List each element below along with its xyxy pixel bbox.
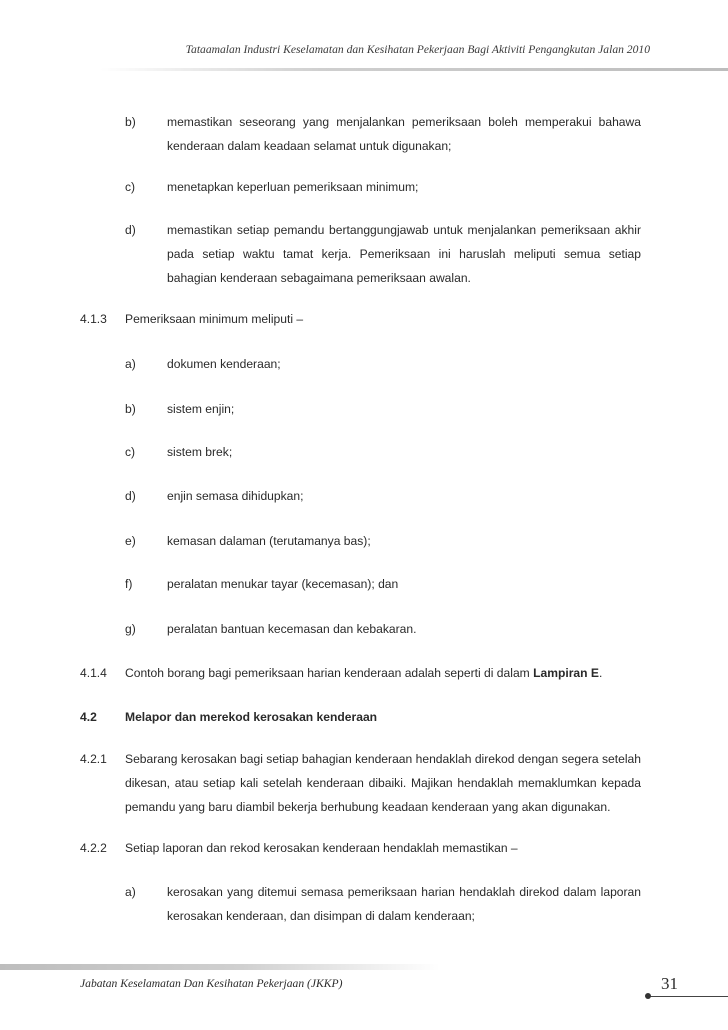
running-header: Tataamalan Industri Keselamatan dan Kesihatan Pekerjaan Bagi Aktiviti Pengangkutan Jalan 2010 bbox=[185, 43, 650, 56]
list-label: a) bbox=[125, 885, 136, 899]
list-label: b) bbox=[125, 402, 136, 416]
bullet-dot-icon bbox=[645, 993, 651, 999]
list-label: d) bbox=[125, 223, 136, 237]
list-item-text: memastikan setiap pemandu bertanggungjawab untuk menjalankan pemeriksaan akhir pada setiap waktu tamat kerja. Pemeriksaan ini haruslah meliputi semua setiap bahagian kenderaan sebagaimana pemeriksaan awalan. bbox=[167, 223, 641, 285]
list-item-text: peralatan menukar tayar (kecemasan); dan bbox=[167, 577, 399, 591]
section-number: 4.2.2 bbox=[80, 841, 107, 855]
list-label: a) bbox=[125, 357, 136, 371]
list-item-text: memastikan seseorang yang menjalankan pemeriksaan boleh memperakui bahawa kenderaan dalam keadaan selamat untuk digunakan; bbox=[167, 115, 641, 153]
list-item-text: peralatan bantuan kecemasan dan kebakaran. bbox=[167, 622, 417, 636]
section-text: Sebarang kerosakan bagi setiap bahagian kenderaan hendaklah direkod dengan segera setelah dikesan, atau setiap kali setelah kenderaan dibaiki. Majikan hendaklah memaklumkan kepada pemandu yang baru diambil bekerja berhubung keadaan kenderaan yang akan digunakan. bbox=[125, 752, 641, 814]
list-label: b) bbox=[125, 115, 136, 129]
appendix-reference: Lampiran E bbox=[533, 666, 599, 680]
section-number: 4.1.3 bbox=[80, 312, 107, 326]
list-item-text: sistem brek; bbox=[167, 445, 233, 459]
list-label: f) bbox=[125, 577, 133, 591]
section-text: Pemeriksaan minimum meliputi – bbox=[125, 312, 304, 326]
section-number: 4.1.4 bbox=[80, 666, 107, 680]
section-text: Contoh borang bagi pemeriksaan harian kenderaan adalah seperti di dalam Lampiran E. bbox=[125, 666, 603, 680]
footer-organization: Jabatan Keselamatan Dan Kesihatan Pekerjaan (JKKP) bbox=[80, 977, 343, 990]
section-number: 4.2.1 bbox=[80, 752, 107, 766]
list-item-text: enjin semasa dihidupkan; bbox=[167, 489, 304, 503]
list-label: c) bbox=[125, 180, 136, 194]
list-label: d) bbox=[125, 489, 136, 503]
list-item-text: kemasan dalaman (terutamanya bas); bbox=[167, 534, 371, 548]
page-number-rule bbox=[650, 996, 728, 997]
section-number: 4.2 bbox=[80, 710, 97, 724]
list-label: e) bbox=[125, 534, 136, 548]
footer-divider bbox=[0, 964, 440, 970]
list-item-text: kerosakan yang ditemui semasa pemeriksaan harian hendaklah direkod dalam laporan kerosakan kenderaan, dan disimpan di dalam kenderaan; bbox=[167, 885, 641, 923]
list-label: g) bbox=[125, 622, 136, 636]
list-item-text: dokumen kenderaan; bbox=[167, 357, 281, 371]
list-item-text: sistem enjin; bbox=[167, 402, 235, 416]
section-heading: Melapor dan merekod kerosakan kenderaan bbox=[125, 710, 378, 724]
header-divider bbox=[100, 68, 728, 71]
page-number: 31 bbox=[661, 974, 678, 993]
list-label: c) bbox=[125, 445, 136, 459]
list-item-text: menetapkan keperluan pemeriksaan minimum; bbox=[167, 180, 419, 194]
section-text: Setiap laporan dan rekod kerosakan kenderaan hendaklah memastikan – bbox=[125, 841, 518, 855]
